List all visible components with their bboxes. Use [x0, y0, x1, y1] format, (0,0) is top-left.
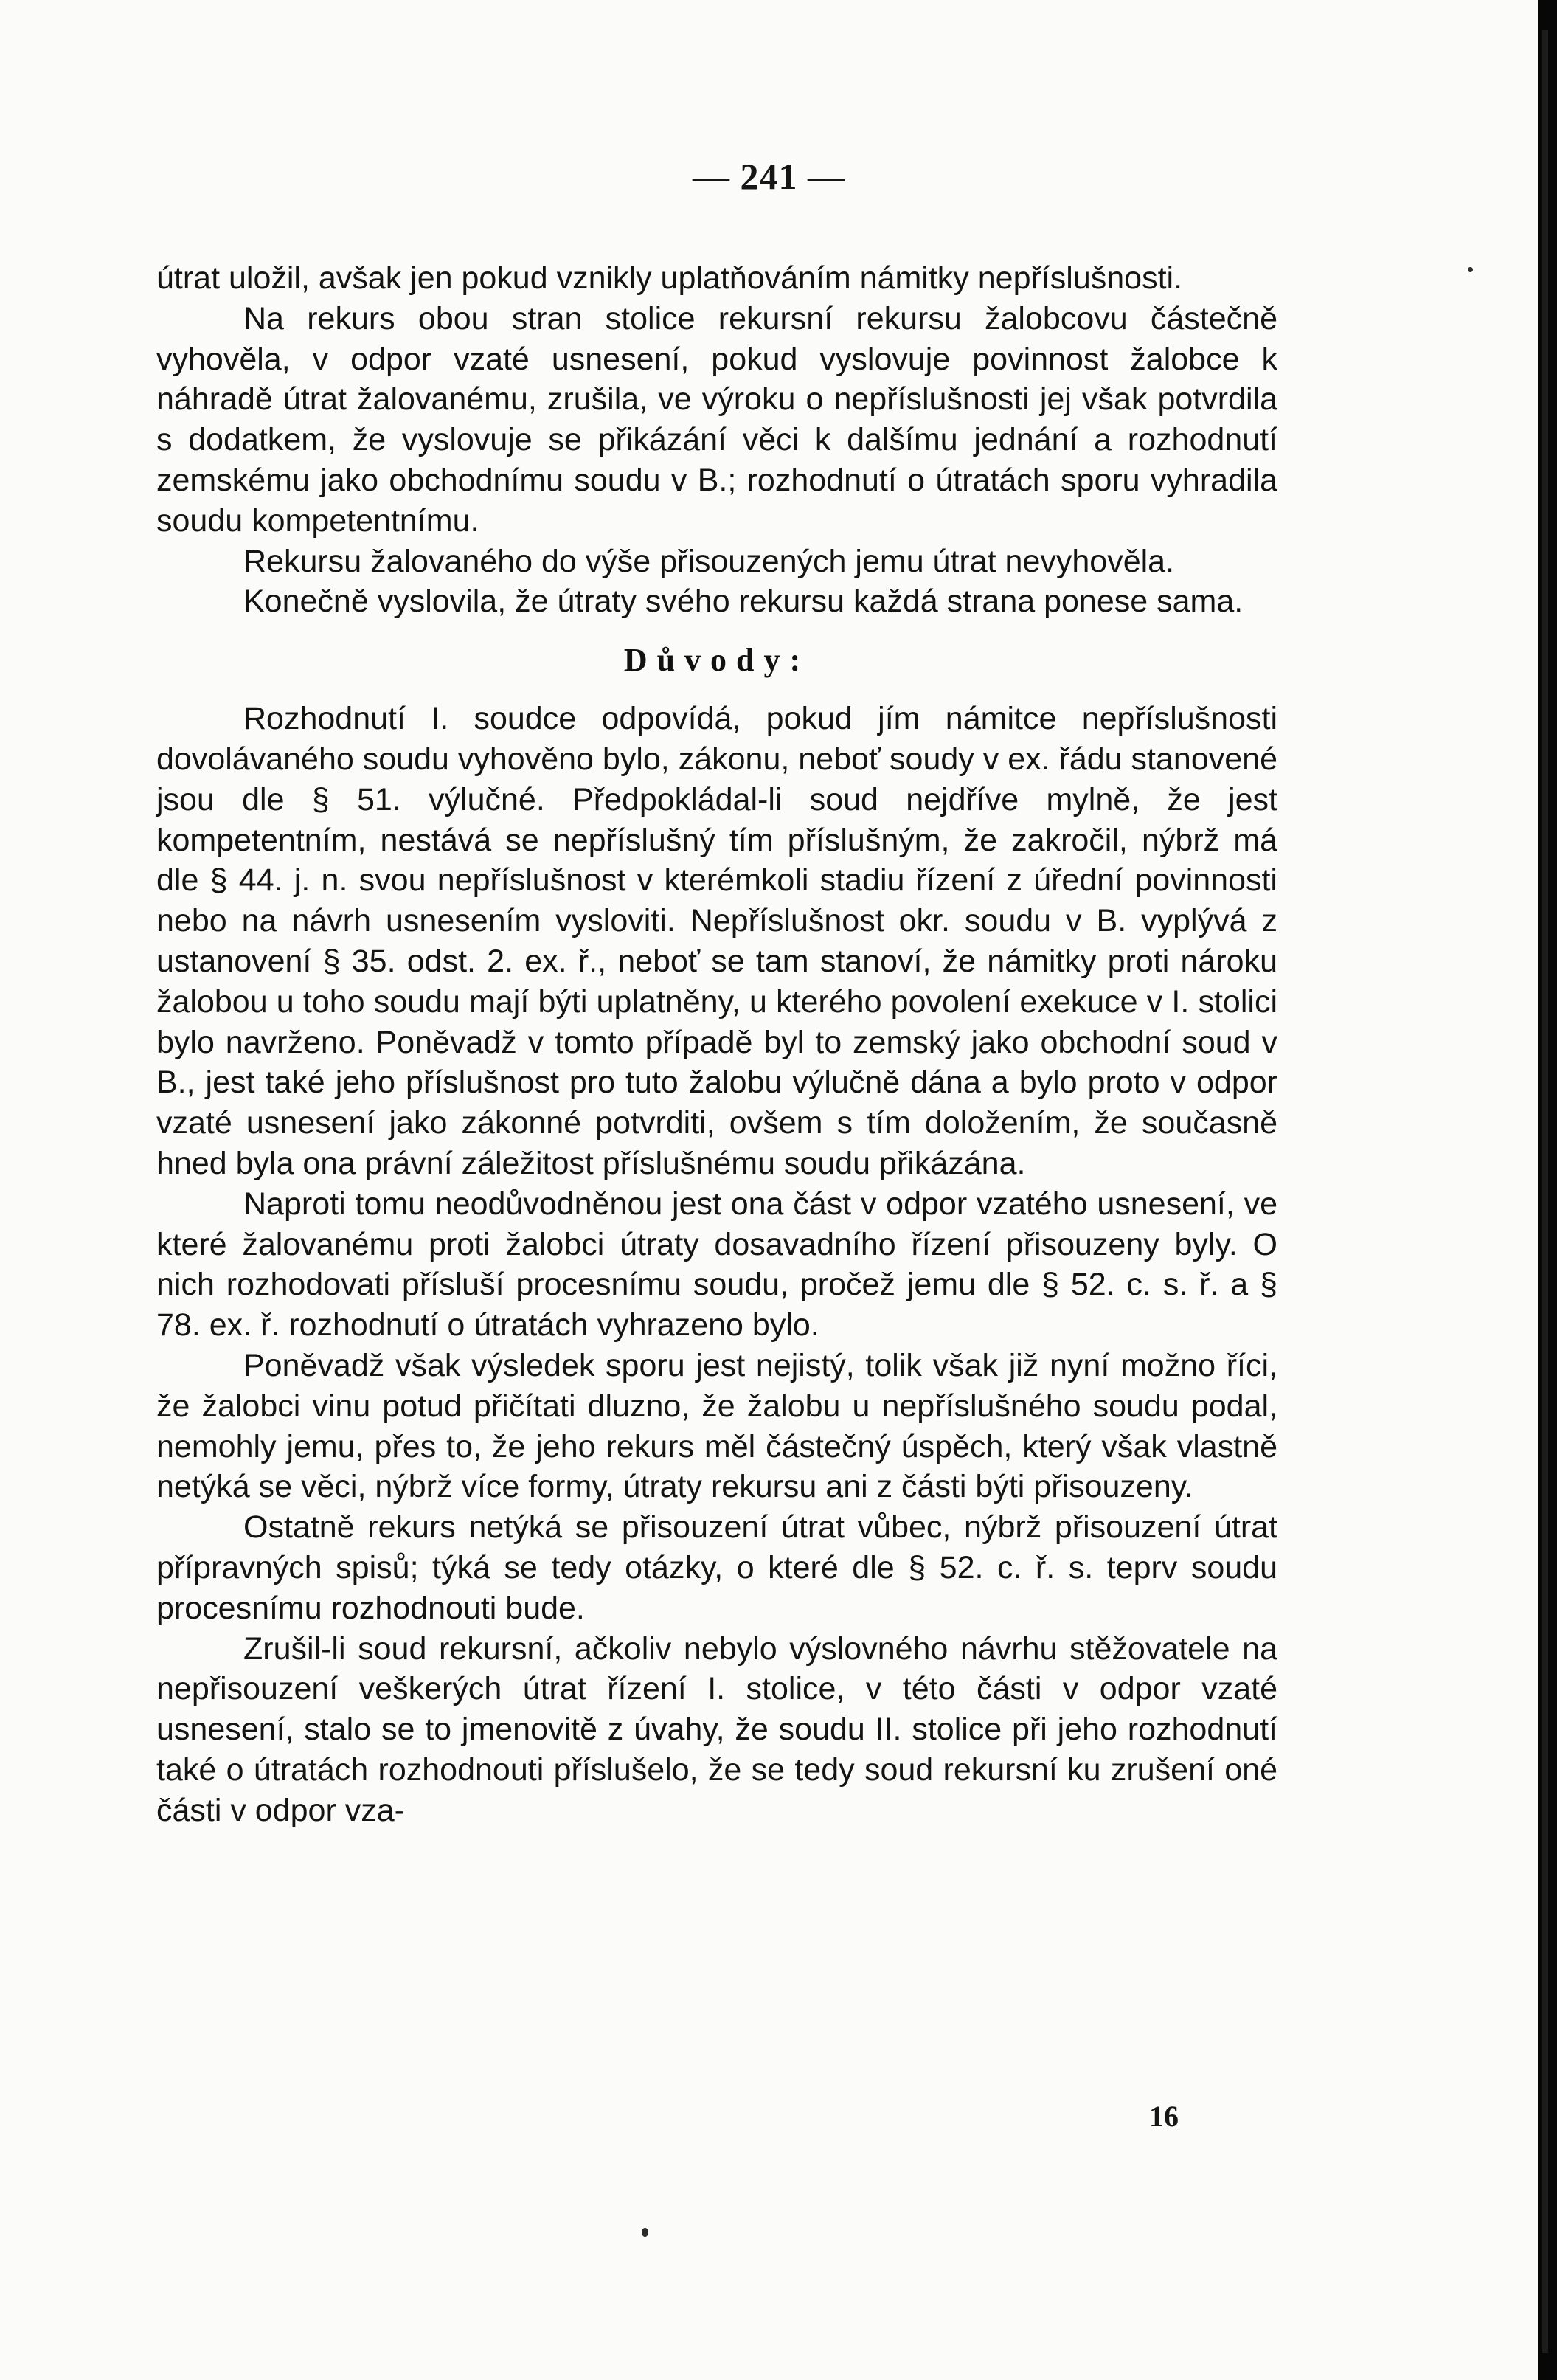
paragraph: Rekursu žalovaného do výše přisouzených jemu útrat nevyhověla.	[243, 543, 1175, 579]
paragraph: Ostatně rekurs netýká se přisouzení útrat vůbec, nýbrž přisouzení útrat přípravných spisů; týká se tedy otázky, o které dle § 52. c. ř. s. teprv soudu procesnímu rozhodnouti bude.	[156, 1509, 1277, 1626]
paragraph: útrat uložil, avšak jen pokud vznikly uplatňováním námitky nepříslušnosti.	[156, 260, 1183, 296]
paragraph: Naproti tomu neodůvodněnou jest ona část v odpor vzatého usnesení, ve které žalovanému proti žalobci útraty dosavadního řízení přisouzeny byly. O nich rozhodovati přísluší procesnímu soudu, pročež jemu dle § 52. c. s. ř. a § 78. ex. ř. rozhodnutí o útratách vyhrazeno bylo.	[156, 1186, 1277, 1343]
paragraph: Na rekurs obou stran stolice rekursní rekursu žalobcovu částečně vyhověla, v odpor vzaté usnesení, pokud vyslovuje povinnost žalobce k náhradě útrat žalovanému, zrušila, ve výroku o nepříslušnosti jej však potvrdila s dodatkem, že vyslovuje se přikázání věci k dalšímu jednání a rozhodnutí zemskému jako obchodnímu soudu v B.; rozhodnutí o útratách sporu vyhradila soudu kompetentnímu.	[156, 300, 1277, 539]
paragraph: Poněvadž však výsledek sporu jest nejistý, tolik však již nyní možno říci, že žalobci vinu potud přičítati dluzno, že žalobu u nepříslušného soudu podal, nemohly jemu, přes to, že jeho rekurs měl částečný úspěch, který však vlastně netýká se věci, nýbrž více formy, útraty rekursu ani z části býti přisouzeny.	[156, 1347, 1277, 1505]
page-body	[156, 258, 1277, 1830]
print-speck	[1468, 267, 1473, 272]
scan-edge	[1538, 0, 1557, 2380]
printer-signature-mark: 16	[1149, 2100, 1179, 2133]
page-number: — 241 —	[693, 156, 845, 197]
section-heading: Důvody:	[623, 642, 811, 679]
paragraph: Konečně vyslovila, že útraty svého rekursu každá strana ponese sama.	[243, 584, 1244, 620]
paragraph: Rozhodnutí I. soudce odpovídá, pokud jím námitce nepříslušnosti dovolávaného soudu vyhověno bylo, zákonu, neboť soudy v ex. řádu stanovené jsou dle § 51. výlučné. Předpokládal-li soud nejdříve mylně, že jest kompetentním, nestává se nepříslušný tím příslušným, že zakročil, nýbrž má dle § 44. j. n. svou nepříslušnost v kterémkoli stadiu řízení z úřední povinnosti nebo na návrh usnesením vysloviti. Nepříslušnost okr. soudu v B. vyplývá z ustanovení § 35. odst. 2. ex. ř., neboť se tam stanoví, že námitky proti nároku žalobou u toho soudu mají býti uplatněny, u kterého povolení exekuce v I. stolici bylo navrženo. Poněvadž v tomto případě byl to zemský jako obchodní soud v B., jest také jeho příslušnost pro tuto žalobu výlučně dána a bylo proto v odpor vzaté usnesení jako zákonné potvrditi, ovšem s tím doložením, že současně hned byla ona právní záležitost příslušnému soudu přikázána.	[156, 701, 1277, 1181]
scan-edge-strip	[1542, 30, 1548, 2353]
print-speck	[642, 2228, 648, 2237]
paragraph: Zrušil-li soud rekursní, ačkoliv nebylo výslovného návrhu stěžovatele na nepřisouzení veškerých útrat řízení I. stolice, v této části v odpor vzaté usnesení, stalo se to jmenovitě z úvahy, že soudu II. stolice při jeho rozhodnutí také o útratách rozhodnouti příslušelo, že se tedy soud rekursní ku zrušení oné části v odpor vza-	[156, 1630, 1277, 1828]
